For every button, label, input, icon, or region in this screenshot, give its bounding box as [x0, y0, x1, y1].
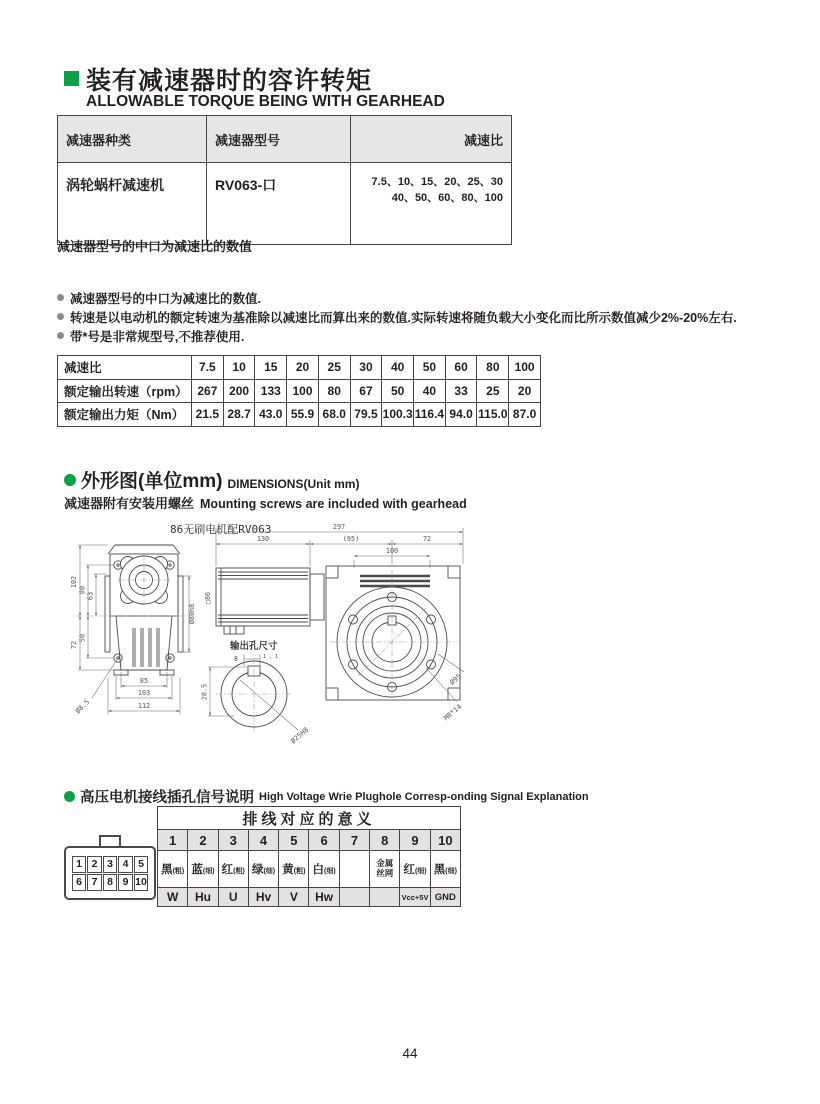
- ratios-line2: 40、50、60、80、100: [391, 191, 503, 204]
- wiring-cell: V: [279, 888, 309, 907]
- dimensions-heading-en: DIMENSIONS(Unit mm): [227, 477, 360, 491]
- ratio-cell: 80: [318, 379, 350, 403]
- page-number: 44: [402, 1046, 418, 1061]
- wiring-colors-row: [158, 851, 461, 888]
- dim-key-w: 8: [233, 655, 238, 663]
- ratio-row: [58, 379, 541, 403]
- gearhead-front-view: [326, 566, 464, 722]
- dim-bore-dia: Ø25H8: [289, 725, 311, 746]
- dim-motor-len: 130: [256, 535, 270, 543]
- dimensions-sub-zh: 减速器附有安装用螺丝: [64, 496, 195, 511]
- green-square-icon: [64, 71, 79, 86]
- ratio-cell: 21.5: [192, 403, 224, 427]
- gearhead-model: RV063-口: [207, 163, 351, 245]
- drawing-title: 86无刷电机配RV063: [170, 523, 272, 536]
- wiring-cell: [339, 888, 369, 907]
- ratio-cell: 50: [414, 356, 446, 380]
- dimensions-heading-zh: 外形图(单位mm): [81, 471, 223, 492]
- ratio-cell: 40: [382, 356, 414, 380]
- wiring-cell: 3: [218, 830, 248, 851]
- ratio-cell: 80: [477, 356, 509, 380]
- wiring-cell: GND: [430, 888, 460, 907]
- wiring-cell: 7: [339, 830, 369, 851]
- wiring-cell: 黑(粗): [158, 851, 188, 888]
- note-item: [57, 307, 737, 326]
- gearhead-data-row: [58, 163, 512, 245]
- ratio-cell: 55.9: [287, 403, 319, 427]
- ratio-cell: 60: [445, 356, 477, 380]
- connector-pin: 6: [72, 874, 87, 891]
- wiring-cell: Hw: [309, 888, 339, 907]
- dim-flange-dia: Ø95: [448, 672, 463, 687]
- wiring-cell: [370, 888, 400, 907]
- dim-pilot-dia: Ø80h8: [188, 603, 196, 625]
- wiring-cell: 5: [279, 830, 309, 851]
- ratio-cell: 40: [414, 379, 446, 403]
- dim-left-h1: 102: [70, 575, 78, 589]
- wiring-cell: 4: [248, 830, 278, 851]
- wiring-cell: 9: [400, 830, 430, 851]
- wiring-cell: 黄(粗): [279, 851, 309, 888]
- ratio-cell: 79.5: [350, 403, 382, 427]
- dim-bore-h: 28.5: [200, 683, 209, 701]
- dim-bottom-w2: 103: [137, 689, 151, 697]
- wiring-heading: [64, 786, 589, 807]
- ratio-cell: 200: [223, 379, 255, 403]
- note-text: 带*号是非常规型号,不推荐使用.: [70, 329, 245, 344]
- dimensions-heading: [64, 466, 359, 493]
- wiring-cell: 8: [370, 830, 400, 851]
- ratio-cell: 100: [509, 356, 541, 380]
- connector-pin: 4: [118, 856, 133, 873]
- ratio-cell: 43.0: [255, 403, 287, 427]
- ratio-row-label: 额定输出转速（rpm）: [58, 379, 192, 403]
- ratio-cell: 87.0: [509, 403, 541, 427]
- wiring-cell: W: [158, 888, 188, 907]
- dim-face-width: 100: [385, 547, 399, 555]
- connector-row-bottom: [69, 874, 151, 891]
- bullet-icon: [57, 313, 64, 320]
- dim-bottom-w1: 85: [139, 677, 149, 685]
- dim-key-chamfer: 1 , 1: [263, 654, 279, 660]
- wiring-heading-zh: 高压电机接线插孔信号说明: [80, 790, 254, 806]
- dim-right-len: 72: [422, 535, 432, 543]
- wiring-cell: U: [218, 888, 248, 907]
- ratio-cell: 68.0: [318, 403, 350, 427]
- ratio-cell: 94.0: [445, 403, 477, 427]
- ratio-cell: 20: [509, 379, 541, 403]
- connector-row-top: [69, 856, 151, 873]
- dim-left-h5: 72: [70, 640, 78, 650]
- note-text: 转速是以电动机的额定转速为基准除以减速比而算出来的数值.实际转速将随负载大小变化而比所示数值减少2%-20%左右.: [70, 310, 737, 325]
- ratio-cell: 28.7: [223, 403, 255, 427]
- output-hole-detail: [201, 640, 311, 745]
- col-header-model: 减速器型号: [207, 116, 351, 163]
- dimensions-sub-en: Mounting screws are included with gearhead: [200, 497, 467, 511]
- wiring-title-row: [158, 807, 461, 830]
- connector-pin: 9: [118, 874, 133, 891]
- dim-left-h2: 80: [78, 585, 87, 595]
- ratio-cell: 33: [445, 379, 477, 403]
- connector-pin: 8: [103, 874, 118, 891]
- notes-list: [57, 288, 737, 345]
- connector-pin: 3: [103, 856, 118, 873]
- dim-total-width: 297: [332, 523, 346, 531]
- page-title-zh: 装有减速器时的容许转矩: [86, 67, 373, 95]
- connector-pin: 2: [87, 856, 102, 873]
- ratio-cell: 115.0: [477, 403, 509, 427]
- wiring-cell: 蓝(细): [188, 851, 218, 888]
- wiring-cell: Hv: [248, 888, 278, 907]
- green-dot-icon: [64, 474, 76, 486]
- connector-pin: 1: [72, 856, 87, 873]
- dim-screw: M8*14: [442, 702, 464, 723]
- ratio-cell: 20: [287, 356, 319, 380]
- ratio-cell: 267: [192, 379, 224, 403]
- ratio-cell: 15: [255, 356, 287, 380]
- connector-pin: 7: [87, 874, 102, 891]
- input-flange: [118, 554, 170, 606]
- ratio-cell: 25: [318, 356, 350, 380]
- dim-left-h3: 63: [86, 591, 95, 601]
- ratio-cell: 30: [350, 356, 382, 380]
- ratios-line1: 7.5、10、15、20、25、30: [371, 176, 503, 188]
- dim-mid-len: (95): [342, 535, 360, 543]
- ratio-cell: 133: [255, 379, 287, 403]
- green-dot-icon: [64, 791, 75, 802]
- wiring-cell: 红(粗): [218, 851, 248, 888]
- wiring-cell: 黑(细): [430, 851, 460, 888]
- ratio-row: [58, 356, 541, 380]
- wiring-table-title: 排线对应的意义: [158, 807, 461, 830]
- ratio-cell: 100.3: [382, 403, 414, 427]
- table-note: 减速器型号的中口为减速比的数值: [57, 239, 253, 254]
- connector-pin: 5: [134, 856, 149, 873]
- wiring-heading-en: High Voltage Wrie Plughole Corresp-onding Signal Explanation: [259, 790, 589, 803]
- ratio-cell: 25: [477, 379, 509, 403]
- page-title-en: ALLOWABLE TORQUE BEING WITH GEARHEAD: [86, 93, 445, 110]
- wiring-cell: 红(细): [400, 851, 430, 888]
- ratio-cell: 116.4: [414, 403, 446, 427]
- ratio-row-label: 减速比: [58, 356, 192, 380]
- ratio-row: [58, 403, 541, 427]
- wiring-signals-row: [158, 888, 461, 907]
- col-header-type: 减速器种类: [58, 116, 207, 163]
- gearhead-ratios: [351, 163, 512, 245]
- wiring-cell: 10: [430, 830, 460, 851]
- output-hole-title: 输出孔尺寸: [230, 641, 278, 652]
- ratio-cell: 10: [223, 356, 255, 380]
- gearhead-table: [57, 115, 512, 245]
- dim-left-h4: 50: [78, 633, 87, 643]
- ratio-cell: 100: [287, 379, 319, 403]
- connector-diagram: [64, 835, 156, 900]
- bullet-icon: [57, 294, 64, 301]
- dim-motor-frame: □86: [204, 591, 212, 605]
- wiring-table: [157, 806, 461, 907]
- left-view: [70, 545, 196, 715]
- note-item: [57, 326, 737, 345]
- wiring-cell: Vcc+5V: [400, 888, 430, 907]
- bullet-icon: [57, 332, 64, 339]
- wiring-cell: 绿(细): [248, 851, 278, 888]
- wiring-pins-row: [158, 830, 461, 851]
- wiring-cell: 1: [158, 830, 188, 851]
- wiring-cell: Hu: [188, 888, 218, 907]
- ratio-cell: 67: [350, 379, 382, 403]
- dimension-drawing: [58, 518, 470, 764]
- note-item: [57, 288, 737, 307]
- ratio-cell: 7.5: [192, 356, 224, 380]
- ratio-row-label: 额定输出力矩（Nm）: [58, 403, 192, 427]
- motor-view: [204, 568, 324, 634]
- note-text: 减速器型号的中口为减速比的数值.: [70, 291, 261, 306]
- ratio-table: [57, 355, 541, 427]
- dim-hole-dia: Ø8.5: [73, 697, 92, 716]
- wiring-cell: 2: [188, 830, 218, 851]
- col-header-ratio: 减速比: [351, 116, 512, 163]
- wiring-cell: 6: [309, 830, 339, 851]
- wiring-cell: 白(细): [309, 851, 339, 888]
- connector-pin: 10: [134, 874, 149, 891]
- wiring-cell: 金属 丝网: [370, 851, 400, 888]
- dimensions-subheading: [64, 493, 467, 512]
- ratio-cell: 50: [382, 379, 414, 403]
- wiring-cell: [339, 851, 369, 888]
- dim-bottom-w3: 112: [137, 702, 151, 710]
- connector-body: [64, 846, 156, 900]
- cooling-fins: [133, 628, 159, 667]
- gearhead-type: 涡轮蜗杆减速机: [58, 163, 207, 245]
- gearhead-header-row: [58, 116, 512, 163]
